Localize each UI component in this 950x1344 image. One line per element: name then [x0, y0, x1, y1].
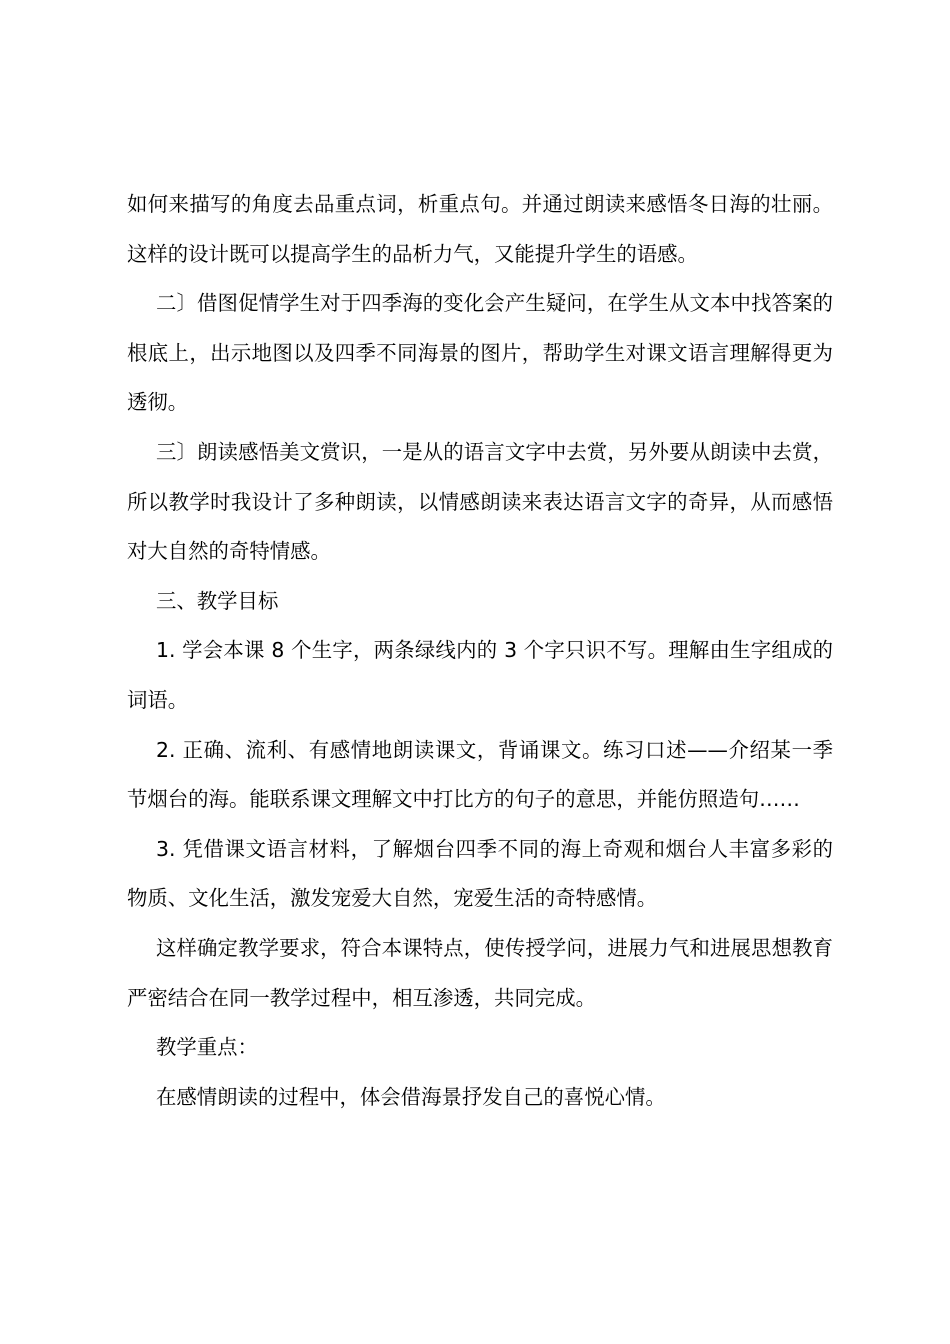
heading-key-points: 教学重点：: [156, 1035, 258, 1060]
paragraph-1: 如何来描写的角度去品重点词，析重点句。并通过朗读来感悟冬日海的壮丽。这样的设计既可以提高学生的品析力气，又能提升学生的语感。: [127, 192, 833, 266]
goal-item-2: 2. 正确、流利、有感情地朗读课文，背诵课文。练习口述——介绍某一季节烟台的海。能联系课文理解文中打比方的句子的意思，并能仿照造句……: [127, 737, 833, 812]
goal-item-3: 3. 凭借课文语言材料，了解烟台四季不同的海上奇观和烟台人丰富多彩的物质、文化生活，激发宠爱大自然，宠爱生活的奇特感情。: [127, 836, 833, 911]
section-heading-goals: 三、教学目标: [156, 588, 279, 613]
document-body: [127, 180, 833, 1122]
paragraph-summary: 这样确定教学要求，符合本课特点，使传授学问，进展力气和进展思想教育严密结合在同一教学过程中，相互渗透，共同完成。: [127, 935, 833, 1010]
paragraph-2: 二〕借图促情学生对于四季海的变化会产生疑问，在学生从文本中找答案的根底上，出示地图以及四季不同海景的图片，帮助学生对课文语言理解得更为透彻。: [127, 291, 833, 415]
goal-item-1: 1. 学会本课 8 个生字，两条绿线内的 3 个字只识不写。理解由生字组成的词语。: [127, 638, 833, 712]
paragraph-3: 三〕朗读感悟美文赏识，一是从的语言文字中去赏，另外要从朗读中去赏，所以教学时我设计了多种朗读，以情感朗读来表达语言文字的奇异，从而感悟对大自然的奇特情感。: [127, 439, 833, 564]
paragraph-key-point: 在感情朗读的过程中，体会借海景抒发自己的喜悦心情。: [156, 1084, 666, 1109]
